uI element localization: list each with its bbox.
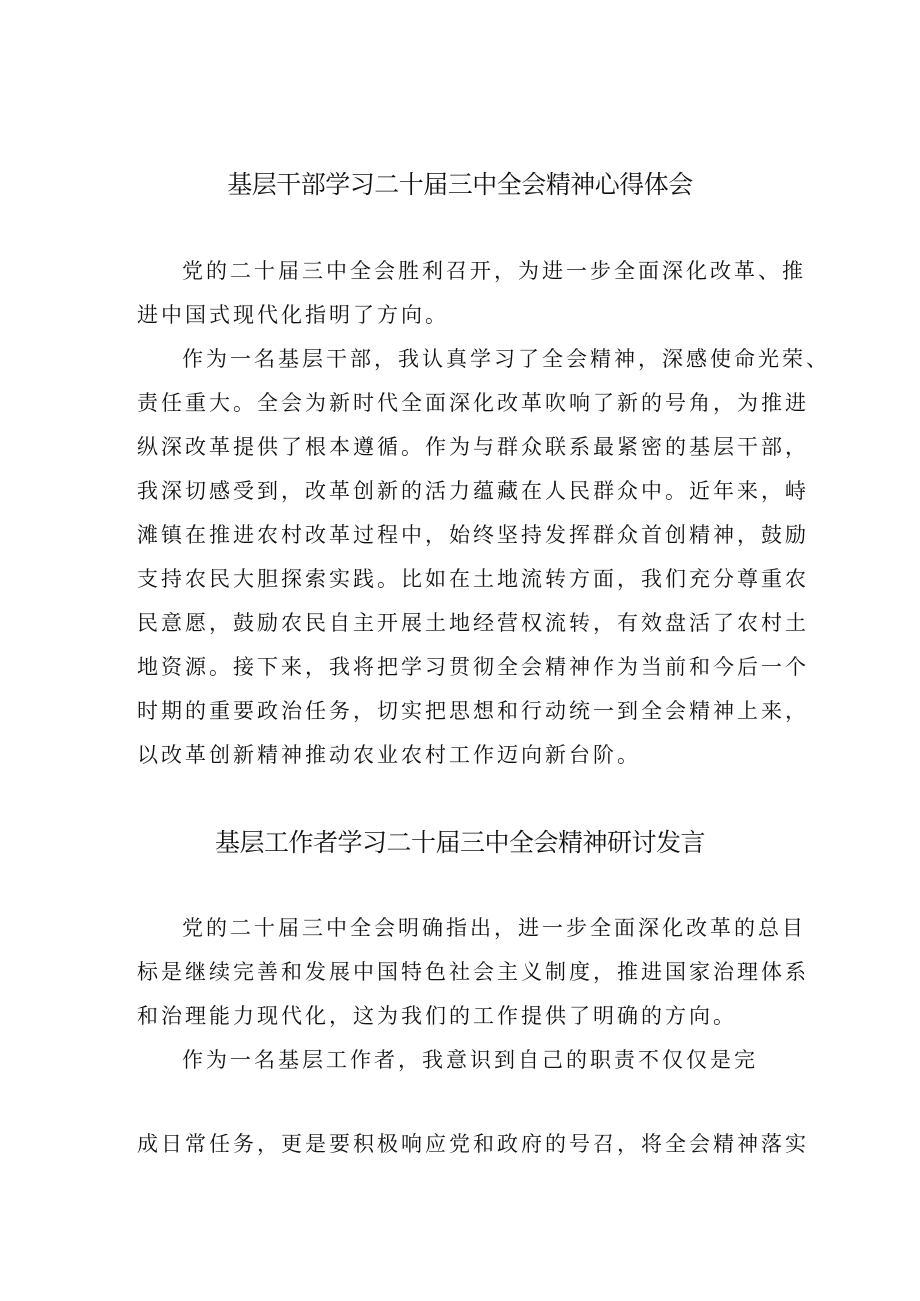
section-title-2: 基层工作者学习二十届三中全会精神研讨发言 (214, 828, 705, 857)
paragraph-line: 民意愿，鼓励农民自主开展土地经营权流转，有效盘活了农村土 (137, 611, 809, 635)
paragraph-line: 纵深改革提供了根本遵循。作为与群众联系最紧密的基层干部， (137, 435, 809, 459)
paragraph-line: 党的二十届三中全会明确指出，进一步全面深化改革的总目 (182, 916, 806, 940)
paragraph-line: 标是继续完善和发展中国特色社会主义制度，推进国家治理体系 (137, 960, 809, 984)
paragraph-line: 滩镇在推进农村改革过程中，始终坚持发挥群众首创精神，鼓励 (137, 523, 809, 547)
paragraph-line: 以改革创新精神推动农业农村工作迈向新台阶。 (137, 743, 641, 767)
paragraph-line: 和治理能力现代化，这为我们的工作提供了明确的方向。 (137, 1004, 737, 1028)
paragraph-line: 责任重大。全会为新时代全面深化改革吹响了新的号角，为推进 (137, 391, 809, 415)
paragraph-line: 作为一名基层干部，我认真学习了全会精神，深感使命光荣、 (182, 347, 830, 371)
paragraph-line: 成日常任务，更是要积极响应党和政府的号召，将全会精神落实 (137, 1132, 809, 1156)
paragraph-line: 作为一名基层工作者，我意识到自己的职责不仅仅是完 (182, 1048, 758, 1072)
section-title-1: 基层干部学习二十届三中全会精神心得体会 (227, 170, 693, 199)
paragraph-line: 时期的重要政治任务，切实把思想和行动统一到全会精神上来， (137, 699, 809, 723)
paragraph-line: 支持农民大胆探索实践。比如在土地流转方面，我们充分尊重农 (137, 567, 809, 591)
paragraph-line: 党的二十届三中全会胜利召开，为进一步全面深化改革、推 (182, 259, 806, 283)
paragraph-line: 进中国式现代化指明了方向。 (137, 303, 449, 327)
paragraph-line: 地资源。接下来，我将把学习贯彻全会精神作为当前和今后一个 (137, 655, 809, 679)
paragraph-line: 我深切感受到，改革创新的活力蕴藏在人民群众中。近年来，峙 (137, 479, 809, 503)
